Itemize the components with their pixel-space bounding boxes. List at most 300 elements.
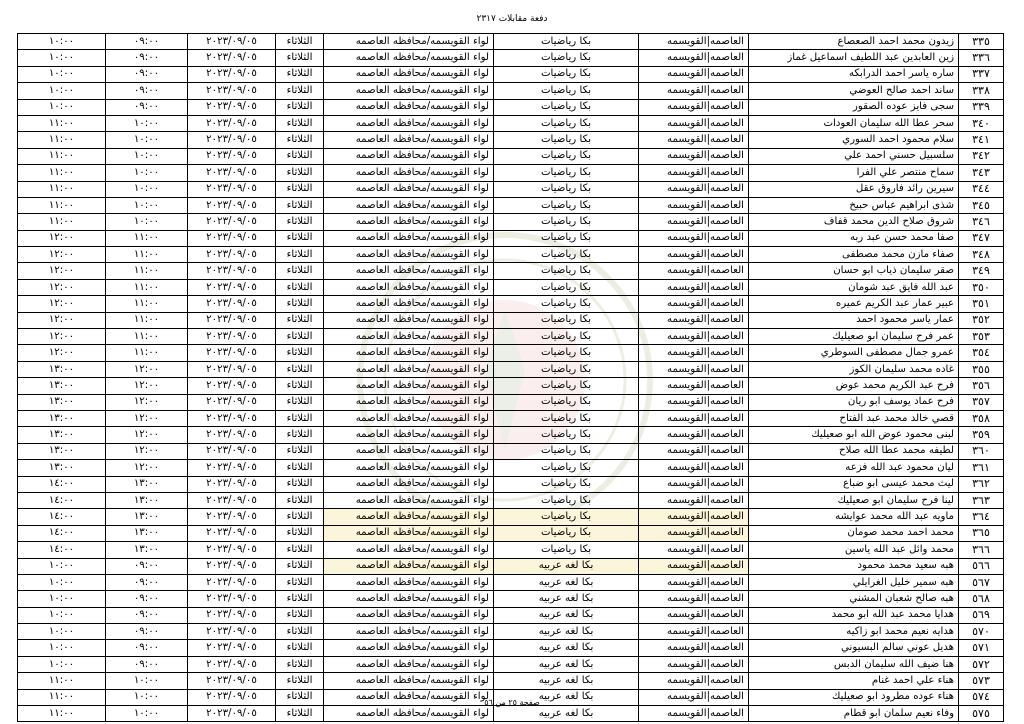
day-cell: الثلاثاء — [276, 460, 324, 476]
table-row — [18, 99, 1004, 115]
date-cell: ٢٠٢٣/٠٩/٠٥ — [188, 34, 276, 50]
interview-site-cell: لواء القويسمه/محافظه العاصمه — [324, 574, 494, 590]
end-time-cell: ١٣:٠٠ — [18, 378, 106, 394]
table-row — [18, 706, 1004, 722]
date-cell: ٢٠٢٣/٠٩/٠٥ — [188, 460, 276, 476]
table-row — [18, 525, 1004, 541]
start-time-cell: ٠٩:٠٠ — [106, 83, 188, 99]
candidate-name: لطيفه محمد عطا الله صلاح — [749, 443, 959, 459]
day-cell: الثلاثاء — [276, 312, 324, 328]
start-time-cell: ١٠:٠٠ — [106, 132, 188, 148]
major-cell: بكا رياضيات — [494, 378, 639, 394]
day-cell: الثلاثاء — [276, 542, 324, 558]
end-time-cell: ١٤:٠٠ — [18, 509, 106, 525]
region-cell: العاصمه|القويسمه — [639, 230, 749, 246]
major-cell: بكا لغه عربيه — [494, 689, 639, 705]
table-row — [18, 115, 1004, 131]
date-cell: ٢٠٢٣/٠٩/٠٥ — [188, 329, 276, 345]
table-row — [18, 181, 1004, 197]
date-cell: ٢٠٢٣/٠٩/٠٥ — [188, 197, 276, 213]
row-number: ٥٦٧ — [959, 574, 1004, 590]
interview-site-cell: لواء القويسمه/محافظه العاصمه — [324, 66, 494, 82]
page-title: دفعة مقابلات ٢٣١٧ — [476, 14, 548, 24]
end-time-cell: ١١:٠٠ — [18, 673, 106, 689]
end-time-cell: ١٤:٠٠ — [18, 476, 106, 492]
start-time-cell: ١٠:٠٠ — [106, 181, 188, 197]
table-row — [18, 542, 1004, 558]
candidate-name: سلسبيل حسني احمد علي — [749, 148, 959, 164]
row-number: ٣٣٨ — [959, 83, 1004, 99]
candidate-name: هبه سعيد محمد محمود — [749, 558, 959, 574]
row-number: ٣٣٦ — [959, 50, 1004, 66]
start-time-cell: ١٠:٠٠ — [106, 673, 188, 689]
date-cell: ٢٠٢٣/٠٩/٠٥ — [188, 542, 276, 558]
interview-site-cell: لواء القويسمه/محافظه العاصمه — [324, 525, 494, 541]
interview-site-cell: لواء القويسمه/محافظه العاصمه — [324, 83, 494, 99]
major-cell: بكا رياضيات — [494, 181, 639, 197]
table-row — [18, 656, 1004, 672]
start-time-cell: ١١:٠٠ — [106, 312, 188, 328]
candidate-name: هبه صالح شعبان المشني — [749, 591, 959, 607]
interview-site-cell: لواء القويسمه/محافظه العاصمه — [324, 427, 494, 443]
date-cell: ٢٠٢٣/٠٩/٠٥ — [188, 230, 276, 246]
date-cell: ٢٠٢٣/٠٩/٠٥ — [188, 640, 276, 656]
row-number: ٣٥٠ — [959, 279, 1004, 295]
interview-site-cell: لواء القويسمه/محافظه العاصمه — [324, 99, 494, 115]
major-cell: بكا رياضيات — [494, 214, 639, 230]
interview-site-cell: لواء القويسمه/محافظه العاصمه — [324, 230, 494, 246]
table-row — [18, 378, 1004, 394]
start-time-cell: ٠٩:٠٠ — [106, 574, 188, 590]
major-cell: بكا رياضيات — [494, 99, 639, 115]
candidate-name: هنا ضيف الله سليمان الدبس — [749, 656, 959, 672]
interview-site-cell: لواء القويسمه/محافظه العاصمه — [324, 624, 494, 640]
end-time-cell: ١٤:٠٠ — [18, 542, 106, 558]
interview-site-cell: لواء القويسمه/محافظه العاصمه — [324, 443, 494, 459]
candidate-name: فرح عماد يوسف ابو ريان — [749, 394, 959, 410]
region-cell: العاصمه|القويسمه — [639, 132, 749, 148]
row-number: ٣٣٥ — [959, 34, 1004, 50]
region-cell: العاصمه|القويسمه — [639, 165, 749, 181]
major-cell: بكا رياضيات — [494, 132, 639, 148]
day-cell: الثلاثاء — [276, 689, 324, 705]
row-number: ٣٤٧ — [959, 230, 1004, 246]
date-cell: ٢٠٢٣/٠٩/٠٥ — [188, 706, 276, 722]
day-cell: الثلاثاء — [276, 558, 324, 574]
row-number: ٣٦٤ — [959, 509, 1004, 525]
row-number: ٣٤٦ — [959, 214, 1004, 230]
end-time-cell: ١٤:٠٠ — [18, 525, 106, 541]
row-number: ٣٣٧ — [959, 66, 1004, 82]
region-cell: العاصمه|القويسمه — [639, 312, 749, 328]
major-cell: بكا رياضيات — [494, 279, 639, 295]
table-row — [18, 66, 1004, 82]
candidate-name: لينا فرح سليمان ابو صعيليك — [749, 492, 959, 508]
row-number: ٣٤٥ — [959, 197, 1004, 213]
candidate-name: قصي خالد محمد عبد الفتاح — [749, 410, 959, 426]
candidate-name: عبد الله فايق عبد شومان — [749, 279, 959, 295]
row-number: ٣٥٦ — [959, 378, 1004, 394]
interview-site-cell: لواء القويسمه/محافظه العاصمه — [324, 591, 494, 607]
interview-site-cell: لواء القويسمه/محافظه العاصمه — [324, 476, 494, 492]
date-cell: ٢٠٢٣/٠٩/٠٥ — [188, 673, 276, 689]
day-cell: الثلاثاء — [276, 197, 324, 213]
start-time-cell: ٠٩:٠٠ — [106, 558, 188, 574]
date-cell: ٢٠٢٣/٠٩/٠٥ — [188, 312, 276, 328]
end-time-cell: ١٢:٠٠ — [18, 230, 106, 246]
major-cell: بكا رياضيات — [494, 542, 639, 558]
start-time-cell: ١٢:٠٠ — [106, 443, 188, 459]
interview-site-cell: لواء القويسمه/محافظه العاصمه — [324, 378, 494, 394]
day-cell: الثلاثاء — [276, 83, 324, 99]
date-cell: ٢٠٢٣/٠٩/٠٥ — [188, 624, 276, 640]
row-number: ٣٤١ — [959, 132, 1004, 148]
major-cell: بكا لغه عربيه — [494, 706, 639, 722]
interview-site-cell: لواء القويسمه/محافظه العاصمه — [324, 673, 494, 689]
interview-site-cell: لواء القويسمه/محافظه العاصمه — [324, 279, 494, 295]
region-cell: العاصمه|القويسمه — [639, 509, 749, 525]
interview-site-cell: لواء القويسمه/محافظه العاصمه — [324, 132, 494, 148]
candidate-name: هديل عوني سالم البسيوني — [749, 640, 959, 656]
end-time-cell: ١٠:٠٠ — [18, 591, 106, 607]
interview-site-cell: لواء القويسمه/محافظه العاصمه — [324, 247, 494, 263]
region-cell: العاصمه|القويسمه — [639, 624, 749, 640]
interview-site-cell: لواء القويسمه/محافظه العاصمه — [324, 607, 494, 623]
candidate-name: عبير عمار عبد الكريم عميره — [749, 296, 959, 312]
date-cell: ٢٠٢٣/٠٩/٠٥ — [188, 132, 276, 148]
major-cell: بكا رياضيات — [494, 361, 639, 377]
start-time-cell: ٠٩:٠٠ — [106, 624, 188, 640]
row-number: ٥٦٦ — [959, 558, 1004, 574]
major-cell: بكا لغه عربيه — [494, 656, 639, 672]
date-cell: ٢٠٢٣/٠٩/٠٥ — [188, 247, 276, 263]
day-cell: الثلاثاء — [276, 99, 324, 115]
region-cell: العاصمه|القويسمه — [639, 296, 749, 312]
table-row — [18, 132, 1004, 148]
day-cell: الثلاثاء — [276, 165, 324, 181]
region-cell: العاصمه|القويسمه — [639, 50, 749, 66]
start-time-cell: ٠٩:٠٠ — [106, 66, 188, 82]
start-time-cell: ١١:٠٠ — [106, 345, 188, 361]
end-time-cell: ١١:٠٠ — [18, 197, 106, 213]
date-cell: ٢٠٢٣/٠٩/٠٥ — [188, 99, 276, 115]
date-cell: ٢٠٢٣/٠٩/٠٥ — [188, 378, 276, 394]
table-row — [18, 410, 1004, 426]
table-row — [18, 574, 1004, 590]
day-cell: الثلاثاء — [276, 410, 324, 426]
table-row — [18, 509, 1004, 525]
start-time-cell: ٠٩:٠٠ — [106, 640, 188, 656]
end-time-cell: ١٠:٠٠ — [18, 66, 106, 82]
date-cell: ٢٠٢٣/٠٩/٠٥ — [188, 607, 276, 623]
row-number: ٣٥٥ — [959, 361, 1004, 377]
row-number: ٣٤٤ — [959, 181, 1004, 197]
start-time-cell: ١١:٠٠ — [106, 329, 188, 345]
table-row — [18, 640, 1004, 656]
major-cell: بكا رياضيات — [494, 329, 639, 345]
region-cell: العاصمه|القويسمه — [639, 247, 749, 263]
end-time-cell: ١١:٠٠ — [18, 115, 106, 131]
candidate-name: صقر سليمان ذياب ابو حسان — [749, 263, 959, 279]
region-cell: العاصمه|القويسمه — [639, 263, 749, 279]
date-cell: ٢٠٢٣/٠٩/٠٥ — [188, 492, 276, 508]
candidate-name: سماح منتصر علي الفرا — [749, 165, 959, 181]
day-cell: الثلاثاء — [276, 378, 324, 394]
table-row — [18, 197, 1004, 213]
table-row — [18, 460, 1004, 476]
region-cell: العاصمه|القويسمه — [639, 214, 749, 230]
end-time-cell: ١١:٠٠ — [18, 214, 106, 230]
start-time-cell: ١٢:٠٠ — [106, 427, 188, 443]
end-time-cell: ١١:٠٠ — [18, 706, 106, 722]
table-row — [18, 443, 1004, 459]
row-number: ٣٥٨ — [959, 410, 1004, 426]
end-time-cell: ١١:٠٠ — [18, 165, 106, 181]
candidate-name: هناء عوده مطرود ابو صعيليك — [749, 689, 959, 705]
date-cell: ٢٠٢٣/٠٩/٠٥ — [188, 574, 276, 590]
end-time-cell: ١٠:٠٠ — [18, 574, 106, 590]
major-cell: بكا رياضيات — [494, 165, 639, 181]
interview-site-cell: لواء القويسمه/محافظه العاصمه — [324, 263, 494, 279]
table-row — [18, 50, 1004, 66]
day-cell: الثلاثاء — [276, 427, 324, 443]
region-cell: العاصمه|القويسمه — [639, 66, 749, 82]
table-row — [18, 624, 1004, 640]
region-cell: العاصمه|القويسمه — [639, 656, 749, 672]
row-number: ٣٣٩ — [959, 99, 1004, 115]
date-cell: ٢٠٢٣/٠٩/٠٥ — [188, 591, 276, 607]
region-cell: العاصمه|القويسمه — [639, 640, 749, 656]
interview-site-cell: لواء القويسمه/محافظه العاصمه — [324, 460, 494, 476]
row-number: ٣٤٠ — [959, 115, 1004, 131]
interview-site-cell: لواء القويسمه/محافظه العاصمه — [324, 148, 494, 164]
day-cell: الثلاثاء — [276, 591, 324, 607]
start-time-cell: ٠٩:٠٠ — [106, 34, 188, 50]
region-cell: العاصمه|القويسمه — [639, 394, 749, 410]
candidate-name: ساند احمد صالح العوضي — [749, 83, 959, 99]
day-cell: الثلاثاء — [276, 706, 324, 722]
major-cell: بكا رياضيات — [494, 296, 639, 312]
date-cell: ٢٠٢٣/٠٩/٠٥ — [188, 214, 276, 230]
major-cell: بكا رياضيات — [494, 427, 639, 443]
major-cell: بكا رياضيات — [494, 525, 639, 541]
major-cell: بكا لغه عربيه — [494, 591, 639, 607]
end-time-cell: ١٢:٠٠ — [18, 329, 106, 345]
interview-site-cell: لواء القويسمه/محافظه العاصمه — [324, 361, 494, 377]
table-row — [18, 312, 1004, 328]
date-cell: ٢٠٢٣/٠٩/٠٥ — [188, 66, 276, 82]
start-time-cell: ١٠:٠٠ — [106, 197, 188, 213]
day-cell: الثلاثاء — [276, 148, 324, 164]
date-cell: ٢٠٢٣/٠٩/٠٥ — [188, 689, 276, 705]
date-cell: ٢٠٢٣/٠٩/٠٥ — [188, 525, 276, 541]
region-cell: العاصمه|القويسمه — [639, 99, 749, 115]
table-row — [18, 296, 1004, 312]
region-cell: العاصمه|القويسمه — [639, 673, 749, 689]
start-time-cell: ١١:٠٠ — [106, 279, 188, 295]
day-cell: الثلاثاء — [276, 279, 324, 295]
row-number: ٣٦٥ — [959, 525, 1004, 541]
interview-site-cell: لواء القويسمه/محافظه العاصمه — [324, 329, 494, 345]
candidate-name: ساره ياسر احمد الدرابكه — [749, 66, 959, 82]
row-number: ٥٧٥ — [959, 706, 1004, 722]
candidate-name: ليث محمد عيسى ابو ضباع — [749, 476, 959, 492]
date-cell: ٢٠٢٣/٠٩/٠٥ — [188, 296, 276, 312]
major-cell: بكا رياضيات — [494, 247, 639, 263]
start-time-cell: ٠٩:٠٠ — [106, 50, 188, 66]
major-cell: بكا رياضيات — [494, 50, 639, 66]
day-cell: الثلاثاء — [276, 607, 324, 623]
interview-site-cell: لواء القويسمه/محافظه العاصمه — [324, 165, 494, 181]
page-number: صفحة ٢٥ من ٥٦ — [484, 698, 540, 707]
start-time-cell: ١٢:٠٠ — [106, 460, 188, 476]
interview-site-cell: لواء القويسمه/محافظه العاصمه — [324, 492, 494, 508]
start-time-cell: ١٣:٠٠ — [106, 476, 188, 492]
date-cell: ٢٠٢٣/٠٩/٠٥ — [188, 83, 276, 99]
candidate-name: هدايا محمد عبد الله ابو محمد — [749, 607, 959, 623]
row-number: ٣٥٣ — [959, 329, 1004, 345]
day-cell: الثلاثاء — [276, 296, 324, 312]
table-row — [18, 476, 1004, 492]
day-cell: الثلاثاء — [276, 66, 324, 82]
interview-site-cell: لواء القويسمه/محافظه العاصمه — [324, 115, 494, 131]
end-time-cell: ١٢:٠٠ — [18, 296, 106, 312]
row-number: ٣٤٣ — [959, 165, 1004, 181]
start-time-cell: ٠٩:٠٠ — [106, 591, 188, 607]
interview-schedule-table — [17, 33, 1004, 722]
major-cell: بكا رياضيات — [494, 345, 639, 361]
major-cell: بكا رياضيات — [494, 509, 639, 525]
row-number: ٣٥٢ — [959, 312, 1004, 328]
date-cell: ٢٠٢٣/٠٩/٠٥ — [188, 148, 276, 164]
day-cell: الثلاثاء — [276, 34, 324, 50]
region-cell: العاصمه|القويسمه — [639, 460, 749, 476]
region-cell: العاصمه|القويسمه — [639, 607, 749, 623]
end-time-cell: ١٠:٠٠ — [18, 640, 106, 656]
day-cell: الثلاثاء — [276, 624, 324, 640]
row-number: ٣٤٩ — [959, 263, 1004, 279]
interview-site-cell: لواء القويسمه/محافظه العاصمه — [324, 296, 494, 312]
date-cell: ٢٠٢٣/٠٩/٠٥ — [188, 410, 276, 426]
day-cell: الثلاثاء — [276, 132, 324, 148]
major-cell: بكا رياضيات — [494, 148, 639, 164]
table-row — [18, 230, 1004, 246]
end-time-cell: ١٠:٠٠ — [18, 83, 106, 99]
table-row — [18, 34, 1004, 50]
row-number: ٣٦٠ — [959, 443, 1004, 459]
interview-site-cell: لواء القويسمه/محافظه العاصمه — [324, 509, 494, 525]
region-cell: العاصمه|القويسمه — [639, 345, 749, 361]
day-cell: الثلاثاء — [276, 476, 324, 492]
major-cell: بكا رياضيات — [494, 115, 639, 131]
row-number: ٥٧٤ — [959, 689, 1004, 705]
day-cell: الثلاثاء — [276, 443, 324, 459]
major-cell: بكا رياضيات — [494, 410, 639, 426]
end-time-cell: ١٣:٠٠ — [18, 394, 106, 410]
major-cell: بكا رياضيات — [494, 83, 639, 99]
interview-site-cell: لواء القويسمه/محافظه العاصمه — [324, 312, 494, 328]
date-cell: ٢٠٢٣/٠٩/٠٥ — [188, 443, 276, 459]
date-cell: ٢٠٢٣/٠٩/٠٥ — [188, 115, 276, 131]
candidate-name: ماويه عبد الله محمد عوايشه — [749, 509, 959, 525]
table-row — [18, 345, 1004, 361]
table-row — [18, 673, 1004, 689]
start-time-cell: ١٣:٠٠ — [106, 509, 188, 525]
candidate-name: محمد وائل عبد الله ياسين — [749, 542, 959, 558]
region-cell: العاصمه|القويسمه — [639, 148, 749, 164]
interview-site-cell: لواء القويسمه/محافظه العاصمه — [324, 197, 494, 213]
day-cell: الثلاثاء — [276, 263, 324, 279]
start-time-cell: ١١:٠٠ — [106, 296, 188, 312]
region-cell: العاصمه|القويسمه — [639, 279, 749, 295]
date-cell: ٢٠٢٣/٠٩/٠٥ — [188, 558, 276, 574]
region-cell: العاصمه|القويسمه — [639, 34, 749, 50]
start-time-cell: ١٣:٠٠ — [106, 525, 188, 541]
table-row — [18, 247, 1004, 263]
start-time-cell: ١٢:٠٠ — [106, 394, 188, 410]
day-cell: الثلاثاء — [276, 574, 324, 590]
region-cell: العاصمه|القويسمه — [639, 706, 749, 722]
region-cell: العاصمه|القويسمه — [639, 361, 749, 377]
region-cell: العاصمه|القويسمه — [639, 181, 749, 197]
row-number: ٥٧٣ — [959, 673, 1004, 689]
start-time-cell: ٠٩:٠٠ — [106, 99, 188, 115]
row-number: ٥٧١ — [959, 640, 1004, 656]
table-row — [18, 427, 1004, 443]
major-cell: بكا لغه عربيه — [494, 574, 639, 590]
day-cell: الثلاثاء — [276, 525, 324, 541]
table-row — [18, 263, 1004, 279]
candidate-name: سلام محمود احمد السوري — [749, 132, 959, 148]
row-number: ٣٥٤ — [959, 345, 1004, 361]
start-time-cell: ١٠:٠٠ — [106, 706, 188, 722]
day-cell: الثلاثاء — [276, 247, 324, 263]
end-time-cell: ١٠:٠٠ — [18, 99, 106, 115]
day-cell: الثلاثاء — [276, 509, 324, 525]
end-time-cell: ١٠:٠٠ — [18, 624, 106, 640]
day-cell: الثلاثاء — [276, 492, 324, 508]
day-cell: الثلاثاء — [276, 361, 324, 377]
day-cell: الثلاثاء — [276, 394, 324, 410]
row-number: ٥٦٨ — [959, 591, 1004, 607]
candidate-name: صفا محمد حسن عبد ربه — [749, 230, 959, 246]
major-cell: بكا رياضيات — [494, 476, 639, 492]
table-row — [18, 394, 1004, 410]
start-time-cell: ٠٩:٠٠ — [106, 607, 188, 623]
interview-site-cell: لواء القويسمه/محافظه العاصمه — [324, 656, 494, 672]
row-number: ٥٧٢ — [959, 656, 1004, 672]
day-cell: الثلاثاء — [276, 181, 324, 197]
date-cell: ٢٠٢٣/٠٩/٠٥ — [188, 656, 276, 672]
end-time-cell: ١٠:٠٠ — [18, 558, 106, 574]
end-time-cell: ١٢:٠٠ — [18, 345, 106, 361]
major-cell: بكا رياضيات — [494, 34, 639, 50]
interview-site-cell: لواء القويسمه/محافظه العاصمه — [324, 214, 494, 230]
day-cell: الثلاثاء — [276, 115, 324, 131]
major-cell: بكا رياضيات — [494, 263, 639, 279]
candidate-name: سحر عطا الله سليمان العودات — [749, 115, 959, 131]
start-time-cell: ١١:٠٠ — [106, 263, 188, 279]
region-cell: العاصمه|القويسمه — [639, 492, 749, 508]
region-cell: العاصمه|القويسمه — [639, 115, 749, 131]
start-time-cell: ١٠:٠٠ — [106, 689, 188, 705]
major-cell: بكا رياضيات — [494, 492, 639, 508]
interview-site-cell: لواء القويسمه/محافظه العاصمه — [324, 394, 494, 410]
candidate-name: زين العابدين عبد اللطيف اسماعيل غماز — [749, 50, 959, 66]
row-number: ٣٥١ — [959, 296, 1004, 312]
day-cell: الثلاثاء — [276, 656, 324, 672]
candidate-name: صفاء مازن محمد مصطفى — [749, 247, 959, 263]
